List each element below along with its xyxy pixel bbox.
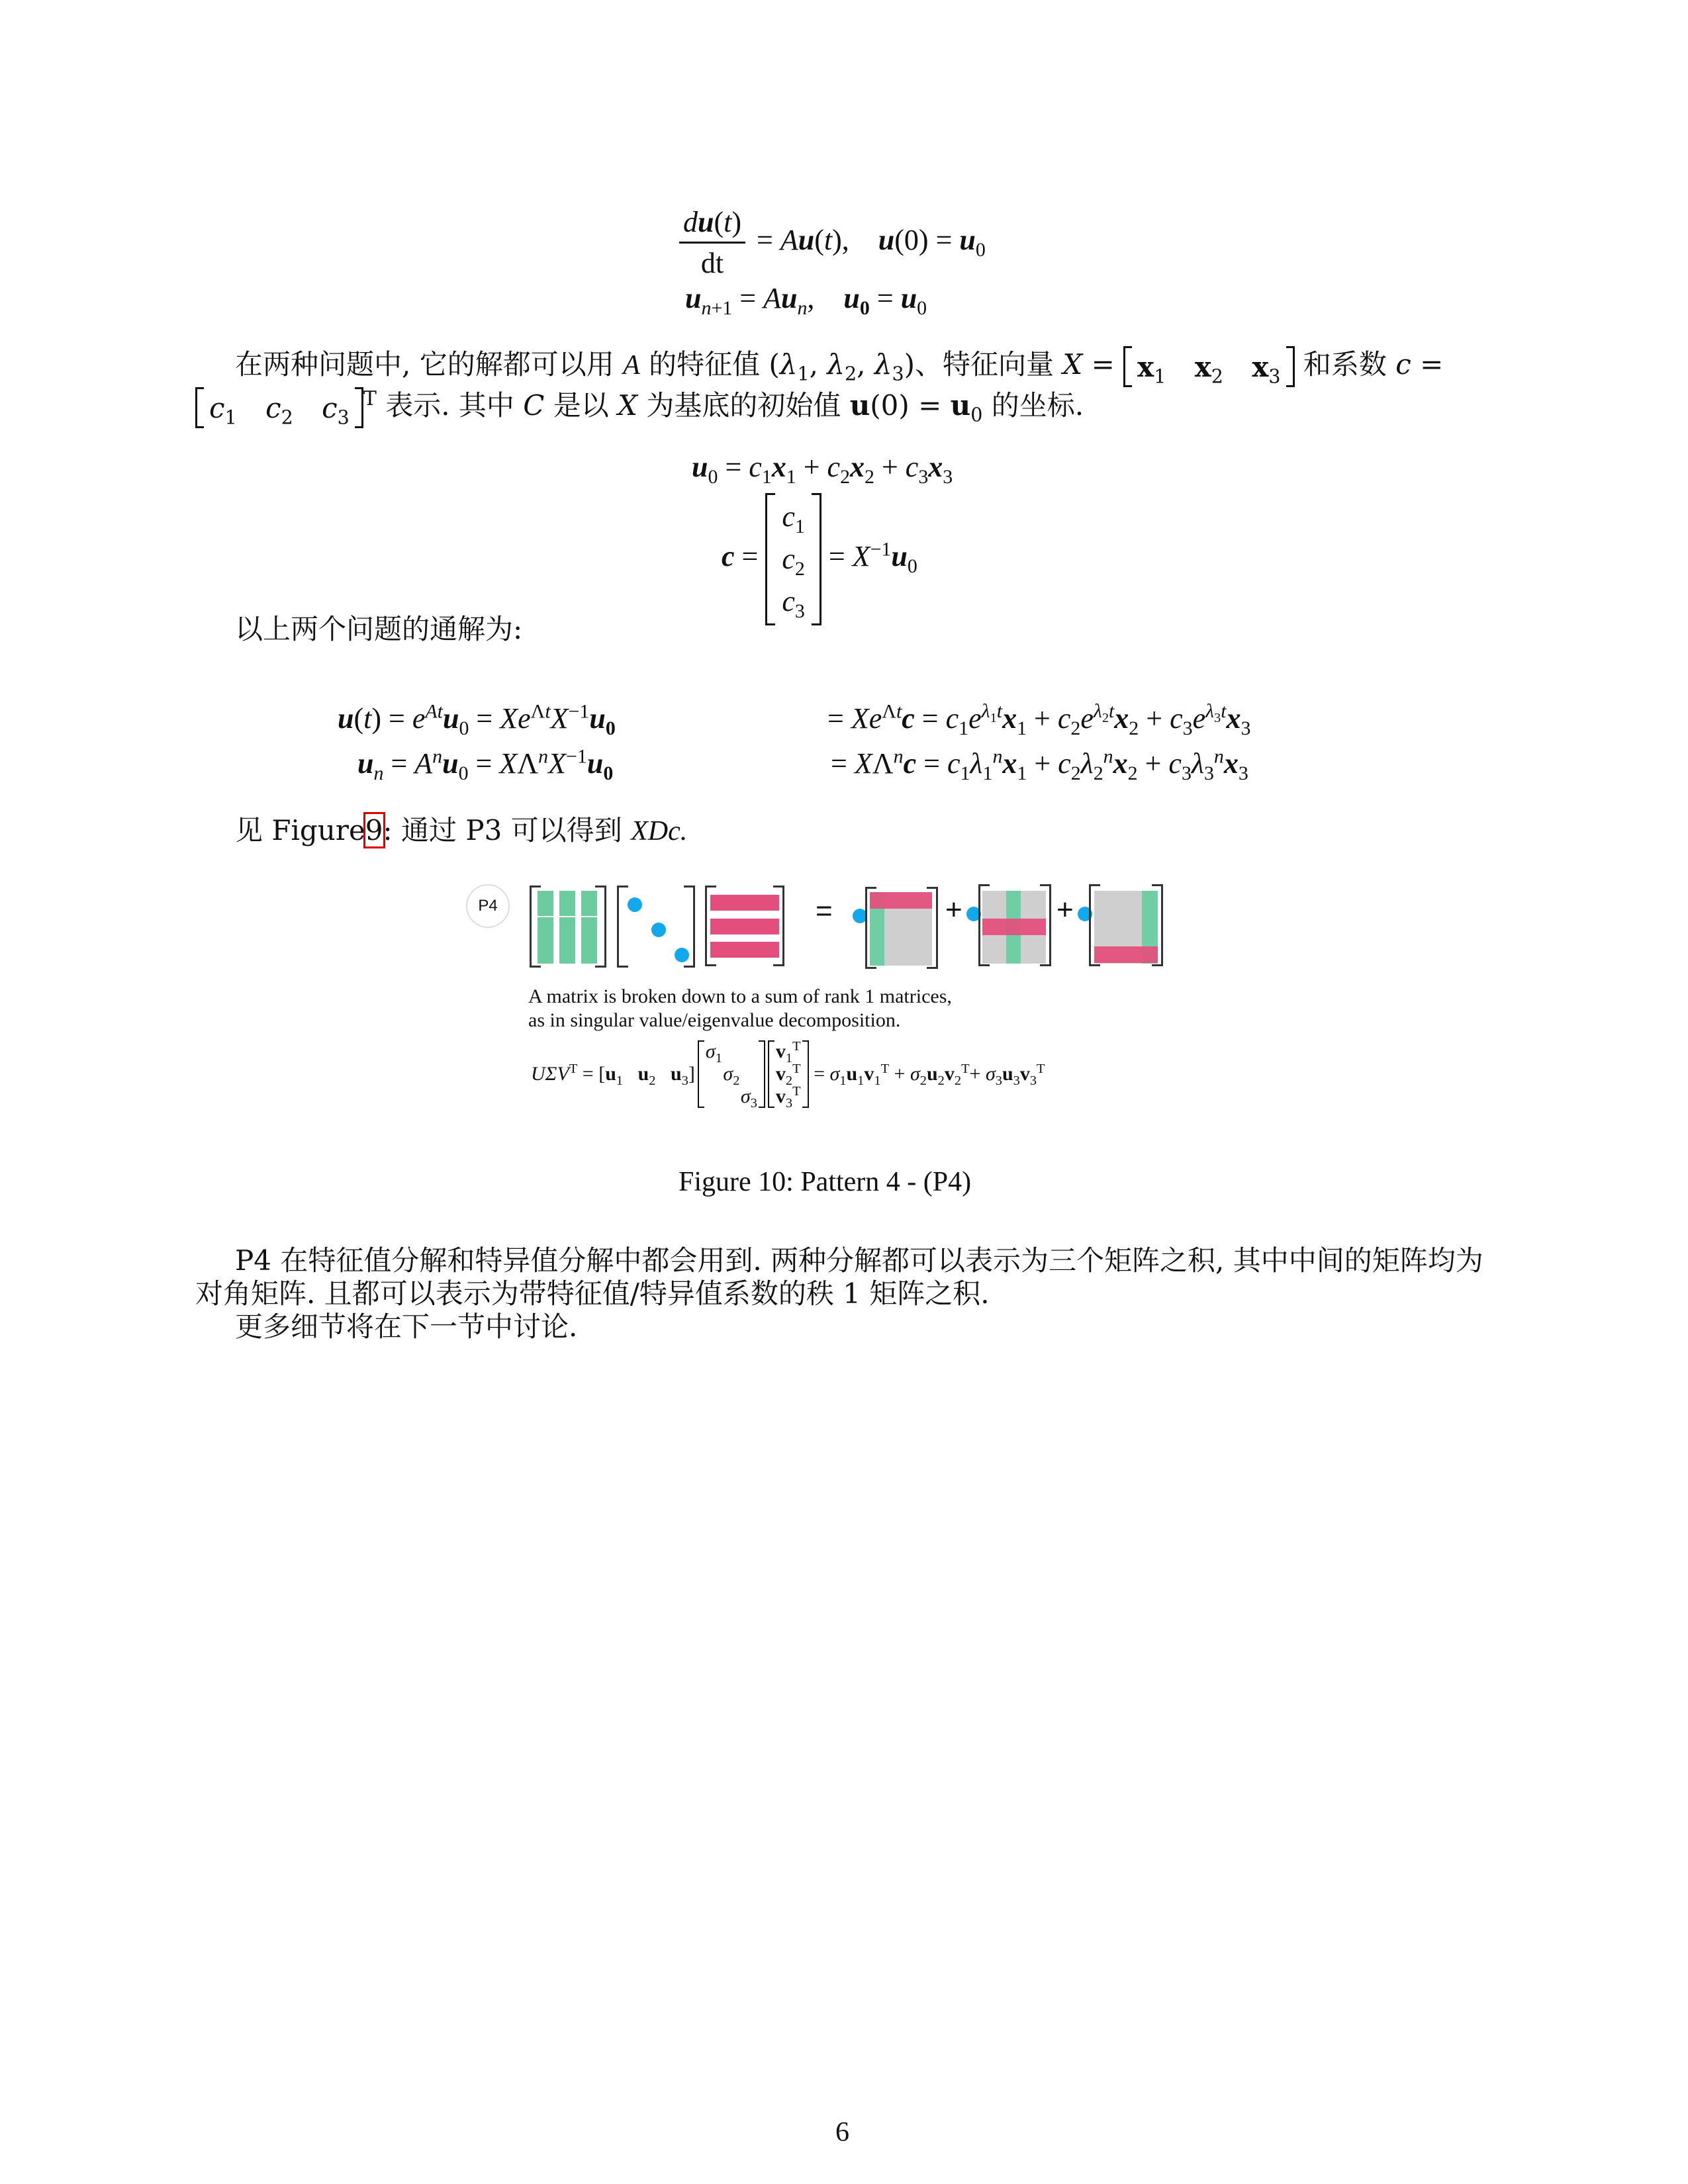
svd-rhs: = $\sigma_1u_1v_1^T + \sigma_2u_2v_2^T+ \sigma_3u_3v_3^T$	[808, 1062, 1045, 1088]
diagonal-dot-1	[628, 897, 642, 912]
green-column-1	[538, 891, 553, 964]
u-row-vector: [$u_1$ $u_2$ $u_3$]	[598, 1063, 695, 1088]
matrix-v-rows	[705, 886, 784, 966]
svd-equation	[531, 1039, 1045, 1111]
fraction-numerator: du(t)	[679, 205, 745, 244]
figure-9-link[interactable]: 9	[365, 814, 383, 846]
rank1-matrix-1	[865, 887, 938, 969]
solution-row-2-left: $u_n = A^nu_0 = X\Lambda^nX^{-1}u_0$	[357, 745, 614, 784]
v1-transpose: $v_1^T$	[775, 1039, 801, 1066]
plus-sign-1: +	[945, 893, 962, 926]
matrix-diagonal	[617, 886, 695, 968]
pink-row-1	[710, 895, 779, 911]
eigenvector-row-matrix: $x_1$ $x_2$ $x_3$	[1123, 346, 1294, 387]
p4-badge-label: P4	[478, 897, 498, 915]
divider-line	[538, 916, 597, 917]
figure-ref-math: XDc.	[631, 816, 688, 846]
v2-transpose: $v_2^T$	[775, 1062, 801, 1088]
coefficient-row-matrix: $c_1$ $c_2$ $c_3$	[195, 387, 363, 428]
pink-row	[870, 892, 932, 909]
page-number: 6	[835, 2117, 849, 2148]
pink-row	[982, 919, 1046, 935]
ode-equation	[675, 205, 986, 280]
sigma-diagonal-matrix	[698, 1040, 765, 1111]
green-column-3	[581, 891, 597, 964]
sigma-3: $\sigma_3$	[740, 1085, 757, 1111]
solution-row-1-left: $u(t) = e^{At}u_0 = Xe^{\Lambda t}X^{-1}u_0$	[338, 700, 616, 739]
solution-row-2-right: = $X\Lambda^nc = c_1\lambda_1^nx_1 + c_2\lambda_2^nx_2 + c_3\lambda_3^nx_3$	[831, 745, 1248, 784]
rank1-matrix-2	[978, 884, 1051, 966]
u0-expansion: $u_0 = c_1x_1 + c_2x_2 + c_3x_3$	[692, 451, 953, 488]
difference-equation: $u_{n+1} = Au_n$, $u_0 = u_0$	[685, 282, 927, 319]
c-column-vector	[765, 493, 821, 625]
figure-p4	[450, 867, 1244, 1132]
fraction-denominator: dt	[700, 247, 724, 279]
figure-description	[528, 985, 952, 1032]
diagonal-dot-3	[675, 948, 689, 962]
solution-row-1-right: = $Xe^{\Lambda t}c = c_1e^{\lambda_1t}x_1 + c_2e^{\lambda_2t}x_2 + c_3e^{\lambda_3t}x_3$	[827, 700, 1251, 739]
pink-row	[1094, 946, 1158, 963]
figure-ref-prefix: 见 Figure	[235, 814, 365, 846]
plus-sign-2: +	[1056, 893, 1074, 926]
c1: $c_1$	[782, 500, 805, 537]
figure-reference-line	[235, 809, 687, 848]
v-transpose-column	[768, 1039, 809, 1111]
pink-row-3	[710, 942, 779, 958]
c-vector-equation: c = $c_1$ $c_2$ $c_3$ = $X^{-1}u_0$	[722, 493, 917, 625]
sigma-1: $\sigma_1$	[705, 1040, 722, 1066]
p4-badge	[466, 884, 510, 928]
matrix-u-columns	[530, 886, 606, 968]
c2: $c_2$	[782, 543, 805, 580]
rank1-matrix-3	[1089, 884, 1163, 966]
figure-caption: Figure 10: Pattern 4 - (P4)	[679, 1167, 972, 1197]
general-solution-label: 以上两个问题的通解为:	[235, 613, 523, 645]
svd-lhs: $U\Sigma V^T$ =	[531, 1062, 599, 1085]
paragraph-1-line-1: 在两种问题中, 它的解都可以用 A 的特征值 ($\lambda_1$, $\lambda_2$, $\lambda_3$)、特征向量 X = $x_1$ $x_2$ $x_3$ 和系数 c =	[235, 343, 1443, 387]
sigma-2: $\sigma_2$	[723, 1063, 740, 1088]
v3-transpose: $v_3^T$	[775, 1084, 801, 1111]
figure-description-line-2: as in singular value/eigenvalue decomposition.	[528, 1009, 901, 1031]
pink-row-2	[710, 919, 779, 934]
green-column-2	[559, 891, 575, 964]
figure-ref-suffix: : 通过 P3 可以得到	[383, 814, 632, 846]
c3: $c_3$	[782, 585, 805, 622]
ode-rhs: = Au(t), $u(0) = u_0$	[757, 223, 986, 261]
paragraph-2-line-2: 对角矩阵. 且都可以表示为带特征值/特异值系数的秩 1 矩阵之积.	[195, 1277, 990, 1310]
equals-sign: =	[816, 895, 833, 927]
paragraph-1-line-2: $c_1$ $c_2$ $c_3$ $^T$ 表示. 其中 C 是以 X 为基底的初始值 $u(0) = u_0$ 的坐标.	[195, 384, 1084, 428]
paragraph-2-line-1: P4 在特征值分解和特异值分解中都会用到. 两种分解都可以表示为三个矩阵之积, 其中中间的矩阵均为	[235, 1244, 1483, 1277]
figure-description-line-1: A matrix is broken down to a sum of rank 1 matrices,	[528, 985, 952, 1007]
diagonal-dot-2	[651, 923, 666, 937]
paragraph-2-line-3: 更多细节将在下一节中讨论.	[235, 1310, 578, 1343]
derivative-fraction	[679, 205, 745, 280]
